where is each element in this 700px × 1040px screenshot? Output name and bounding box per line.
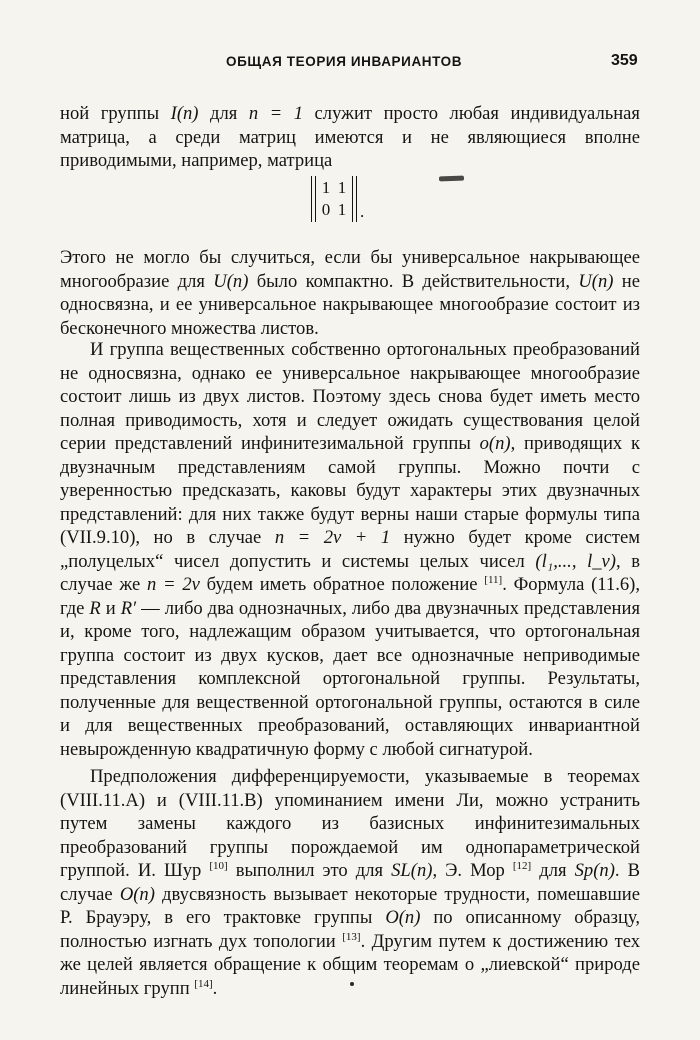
matrix-right-bar [352,176,357,222]
math-inline: O(n) [385,907,421,928]
math-inline: n = 2ν [147,574,200,595]
matrix-cell: 1 [337,178,347,197]
matrix-cell: 1 [321,178,331,197]
math-inline: n = 2ν + 1 [274,527,391,548]
math-inline: (l₁,..., l_ν) [535,550,616,572]
citation-ref: [14] [194,977,213,990]
running-head: ОБЩАЯ ТЕОРИЯ ИНВАРИАНТОВ [226,54,463,69]
math-inline: O(n) [119,883,155,905]
matrix-display [311,176,364,222]
citation-ref: [10] [209,859,228,872]
citation-ref: [11] [484,573,503,586]
math-inline: R [89,597,101,619]
paragraph-4: Предположения дифференцируемости, указываемые в теоремах (VIII.11.A) и (VIII.11.B) упоминанием имени Ли, можно устранить путем замены каждого из базисных инфинитезимальных преобразований группы порождаемой им однопараметрической группой. И. Шур [10] выполнил это для SL(n), Э. Мор [12] для Sp(n). В случае O(n) двусвязность вызывает некоторые трудности, помешавшие Р. Брауэру, в его трактовке группы O(n) по описанному образцу, полностью изгнать дух топологии [13]. Другим путем к достижению тех же целей является обращение к общим теоремам о „лиевской“ природе линейных групп [14]. [60,766,641,999]
math-inline: SL(n) [391,860,433,881]
paragraph-2: Этого не могло бы случиться, если бы универсальное накрывающее многообразие для U(n) было компактно. В действительности, U(n) не односвязна, и ее универсальное накрывающее многообразие состоит из бесконечного множества листов. [60,247,640,339]
math-inline: I(n) [170,103,199,124]
ink-speck [350,982,354,986]
matrix-period: . [360,202,365,221]
matrix-cell: 1 [337,200,347,219]
math-inline: U(n) [578,270,614,292]
paragraph-3: И группа вещественных собственно ортогональных преобразований не односвязна, однако ее универсальное накрывающее многообразие состоит лишь из двух листов. Поэтому здесь снова будет иметь место полная приводимость, хотя и следует ожидать существования целой серии представлений инфинитезимальной группы o(n), приводящих к двузначным представлениям самой группы. Можно почти с уверенностью предсказать, каковы будут характеры этих двузначных представлений: для них также будут верны наши старые формулы типа (VII.9.10), но в случае n = 2ν + 1 нужно будет кроме систем „полуцелых“ чисел допустить и системы целых чисел (l₁,..., l_ν), в случае же n = 2ν будем иметь обратное положение [11]. Формула (11.6), где R и R′ — либо два однозначных, либо два двузначных представления и, кроме того, надлежащим образом учитывается, что ортогональная группа состоит из двух кусков, дает все однозначные неприводимые представления комплексной ортогональной группы. Результаты, полученные для вещественной ортогональной группы, остаются в силе и для вещественных преобразований, оставляющих инвариантной невырожденную квадратичную форму с любой сигнатурой. [60,339,641,760]
citation-ref: [13] [342,930,361,943]
matrix-cell: 0 [321,200,331,219]
math-inline: o(n) [479,433,511,454]
math-inline: Sp(n) [574,860,615,881]
math-inline: U(n) [213,270,249,292]
math-inline: n = 1 [248,103,304,124]
citation-ref: [12] [512,859,532,872]
page-header [0,50,700,74]
matrix-grid [316,177,352,221]
math-inline: R′ [120,597,137,619]
paragraph-1: ной группы I(n) для n = 1 служит просто любая индивидуальная матрица, а среди матриц имеются и не являющиеся вполне приводимыми, например, матрица [60,103,640,171]
ink-smudge [439,176,464,182]
page-number: 359 [611,52,638,69]
